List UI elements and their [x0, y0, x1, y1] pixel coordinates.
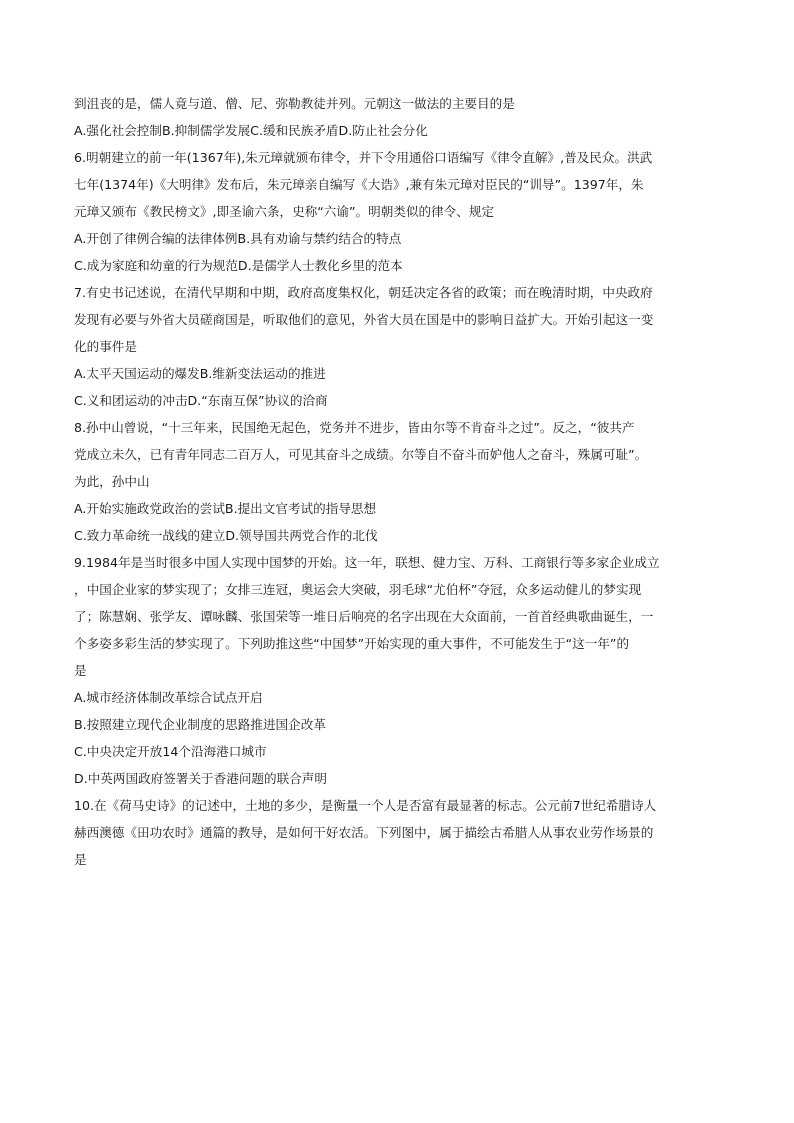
text-line-q5-stem-end: 到沮丧的是，儒人竟与道、僧、尼、弥勒教徒并列。元朝这一做法的主要目的是: [74, 96, 515, 111]
q10-stem-line-2: 赫西澳德《田功农时》通篇的教导，是如何干好农活。下列图中，属于描绘古希腊人从事农业劳作场景的: [74, 825, 654, 840]
q9-option-c: C.中央决定开放14个沿海港口城市: [74, 744, 267, 759]
q9-stem-line-2: ，中国企业家的梦实现了；女排三连冠，奥运会大突破，羽毛球“尤伯杯”夺冠，众多运动健儿的梦实现: [74, 582, 642, 597]
q9-option-a: A.城市经济体制改革综合试点开启: [74, 690, 263, 705]
q7-stem-line-2: 发现有必要与外省大员磋商国是，听取他们的意见，外省大员在国是中的影响日益扩大。开始引起这一变: [74, 312, 654, 327]
q8-stem-line-2: 党成立未久，已有青年同志二百万人，可见其奋斗之成绩。尔等自不奋斗而妒他人之奋斗，殊属可耻”。: [74, 447, 648, 462]
q8-options-ab: A.开始实施政党政治的尝试B.提出文官考试的指导思想: [74, 501, 377, 516]
q9-stem-line-5: 是: [74, 663, 87, 678]
q8-stem-line-1: 8.孙中山曾说，“十三年来，民国绝无起色，党务并不进步，皆由尔等不肯奋斗之过”。反之，“彼共产: [74, 420, 635, 435]
q9-option-d: D.中英两国政府签署关于香港问题的联合声明: [74, 771, 327, 786]
q9-option-b: B.按照建立现代企业制度的思路推进国企改革: [74, 717, 326, 732]
q6-options-cd: C.成为家庭和幼童的行为规范D.是儒学人士教化乡里的范本: [74, 258, 403, 273]
q5-options: A.强化社会控制B.抑制儒学发展C.缓和民族矛盾D.防止社会分化: [74, 123, 428, 138]
q8-stem-line-3: 为此，孙中山: [74, 474, 150, 489]
q7-stem-line-3: 化的事件是: [74, 339, 137, 354]
document-page: [74, 90, 724, 873]
q9-stem-line-3: 了；陈慧娴、张学友、谭咏麟、张国荣等一堆日后响亮的名字出现在大众面前，一首首经典歌曲诞生，一: [74, 609, 654, 624]
q7-options-cd: C.义和团运动的冲击D.“东南互保”协议的洽商: [74, 393, 328, 408]
q9-stem-line-1: 9.1984年是当时很多中国人实现中国梦的开始。这一年，联想、健力宝、万科、工商银行等多家企业成立: [74, 555, 660, 570]
q8-options-cd: C.致力革命统一战线的建立D.领导国共两党合作的北伐: [74, 528, 378, 543]
q7-stem-line-1: 7.有史书记述说，在清代早期和中期，政府高度集权化，朝廷决定各省的政策；而在晚清时期，中央政府: [74, 285, 653, 300]
q6-stem-line-2: 七年(1374年)《大明律》发布后，朱元璋亲自编写《大诰》,兼有朱元璋对臣民的“训导”。1397年，朱: [74, 177, 644, 192]
q6-stem-line-3: 元璋又颁布《教民榜文》,即圣谕六条，史称“六谕”。明朝类似的律令、规定: [74, 204, 495, 219]
q6-options-ab: A.开创了律例合编的法律体例B.具有劝谕与禁约结合的特点: [74, 231, 402, 246]
q7-options-ab: A.太平天国运动的爆发B.维新变法运动的推进: [74, 366, 326, 381]
q6-stem-line-1: 6.明朝建立的前一年(1367年),朱元璋就颁布律令，并下令用通俗口语编写《律令直解》,普及民众。洪武: [74, 150, 653, 165]
q10-stem-line-1: 10.在《荷马史诗》的记述中，土地的多少，是衡量一个人是否富有最显著的标志。公元前7世纪希腊诗人: [74, 798, 657, 813]
q9-stem-line-4: 个多姿多彩生活的梦实现了。下列助推这些“中国梦”开始实现的重大事件，不可能发生于“这一年”的: [74, 636, 630, 651]
q10-stem-line-3: 是: [74, 852, 87, 867]
